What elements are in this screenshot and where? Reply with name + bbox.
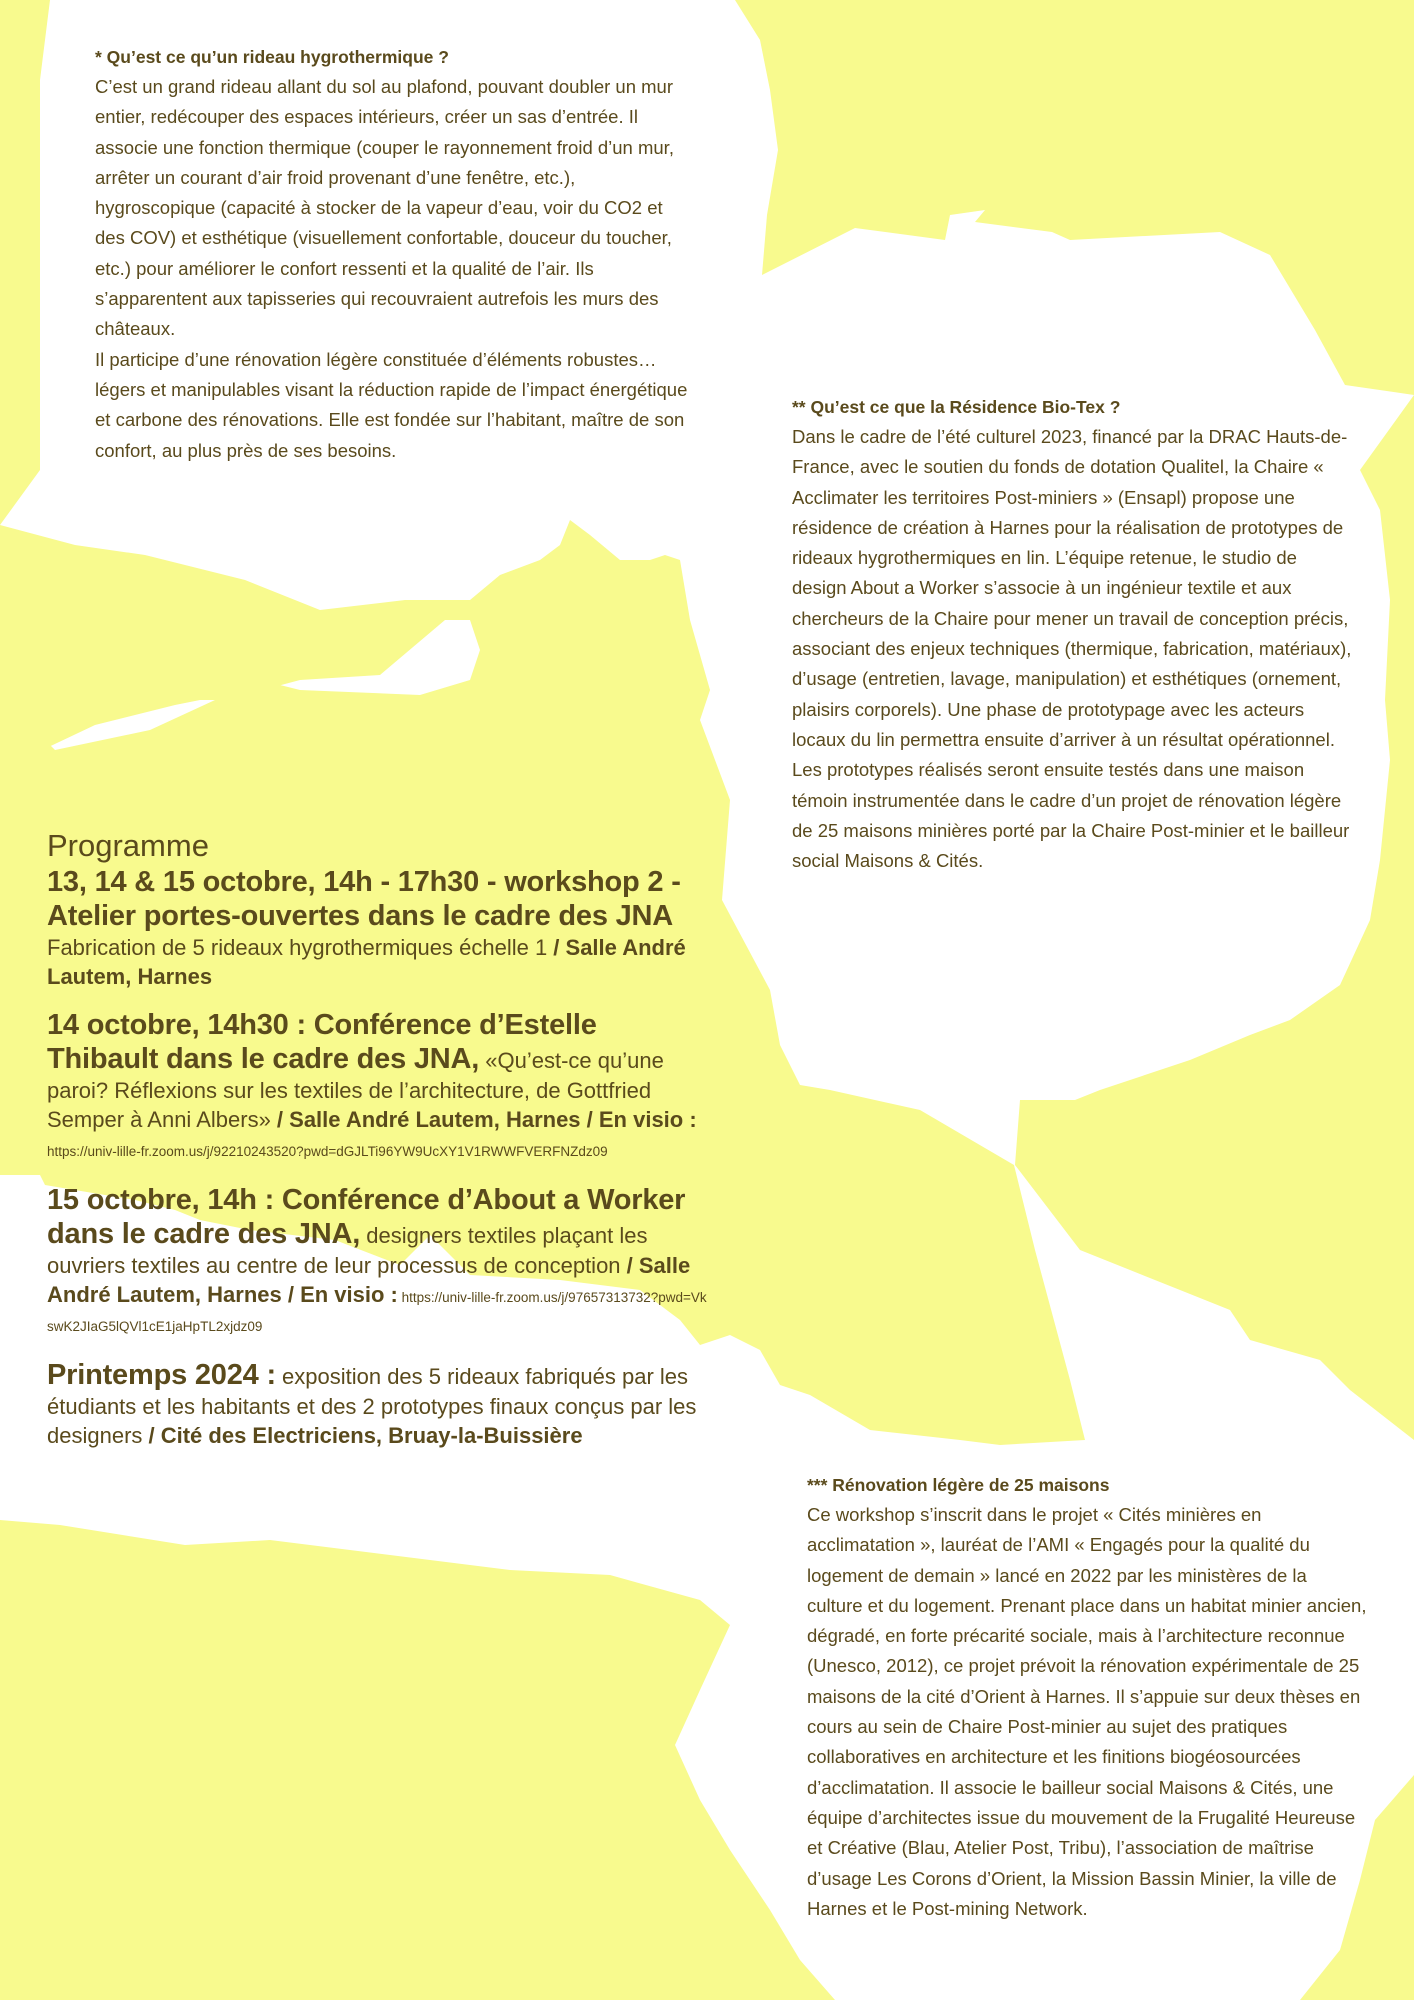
note-renovation-legere [807,1470,1367,1924]
item-description: exposition des 5 rideaux fabriqués par les étudiants et les habitants et des 2 prototypes finaux conçus par les designers [47,1364,697,1448]
item-heading: 14 octobre, 14h30 : Conférence d’Estelle Thibault dans le cadre des JNA, [47,1009,597,1075]
note1-paragraph-1: C’est un grand rideau allant du sol au plafond, pouvant doubler un mur entier, redécouper des espaces intérieurs, créer un sas d’entrée. Il associe une fonction thermique (couper le rayonnement froid d’un mur, arrêter un courant d’air froid provenant d’une fenêtre, etc.), hygroscopique (capacité à stocker de la vapeur d’eau, voir du CO2 et des COV) et esthétique (visuellement confortable, douceur du toucher, etc.) pour améliorer le confort ressenti et la qualité de l’air. Ils s’apparentent aux tapisseries qui recouvraient autrefois les murs des châteaux. [95,76,674,340]
programme-item-workshop [47,865,707,991]
item-description: designers textiles plaçant les ouvriers textiles au centre de leur processus de conception [47,1223,648,1278]
note3-body: Ce workshop s’inscrit dans le projet « Cités minières en acclimatation », lauréat de l’AMI « Engagés pour la qualité du logement de demain » lancé en 2022 par les ministères de la culture et du logement. Prenant place dans un habitat minier ancien, dégradé, en forte précarité sociale, mais à l’architecture reconnue (Unesco, 2012), ce projet prévoit la rénovation expérimentale de 25 maisons de la cité d’Orient à Harnes. Il s’appuie sur deux thèses en cours au sein de Chaire Post-minier au sujet des pratiques collaboratives en architecture et les finitions biogéosourcées d’acclimatation. Il associe le bailleur social Maisons & Cités, une équipe d’architectes issue du mouvement de la Frugalité Heureuse et Créative (Blau, Atelier Post, Tribu), l’association de maîtrise d’usage Les Corons d’Orient, la Mission Bassin Minier, la ville de Harnes et le Post-mining Network. [807,1504,1367,1919]
yellow-shape-top-left [0,0,50,525]
item-location: / Salle André Lautem, Harnes [47,935,686,989]
yellow-shape-bottom-left [0,1520,835,2000]
item-location: / Salle André Lautem, Harnes / En visio : [47,1253,691,1307]
item-location: / Cité des Electriciens, Bruay-la-Buissière [142,1423,583,1448]
programme-section [47,828,707,1467]
programme-item-exposition [47,1358,707,1450]
note1-body [95,72,695,466]
item-description: Fabrication de 5 rideaux hygrothermiques échelle 1 [47,935,548,960]
item-heading: 13, 14 & 15 octobre, 14h - 17h30 - workshop 2 - Atelier portes-ouvertes dans le cadre des JNA [47,866,681,932]
note-residence-bio-tex [792,392,1352,876]
item-heading: Printemps 2024 : [47,1359,276,1391]
programme-item-conference-thibault [47,1008,707,1166]
programme-heading: Programme [47,828,209,863]
note1-paragraph-2: Il participe d’une rénovation légère constituée d’éléments robustes… légers et manipulables visant la réduction rapide de l’impact énergétique et carbone des rénovations. Elle est fondée sur l’habitant, maître de son confort, au plus près de ses besoins. [95,348,688,461]
note1-title: * Qu’est ce qu’un rideau hygrothermique ? [95,47,449,67]
note2-body: Dans le cadre de l’été culturel 2023, financé par la DRAC Hauts-de-France, avec le soutien du fonds de dotation Qualitel, la Chaire « Acclimater les territoires Post-miniers » (Ensapl) propose une résidence de création à Harnes pour la réalisation de prototypes de rideaux hygrothermiques en lin. L’équipe retenue, le studio de design About a Worker s’associe à un ingénieur textile et aux chercheurs de la Chaire pour mener un travail de conception précis, associant des enjeux techniques (thermique, fabrication, matériaux), d’usage (entretien, lavage, manipulation) et esthétiques (ornement, plaisirs corporels). Une phase de prototypage avec les acteurs locaux du lin permettra ensuite d’arriver à un résultat opérationnel. Les prototypes réalisés seront ensuite testés dans une maison témoin instrumentée dans le cadre d’un projet de rénovation légère de 25 maisons minières porté par la Chaire Post-minier et le bailleur social Maisons & Cités. [792,426,1352,872]
programme-item-conference-about-a-worker [47,1183,707,1341]
zoom-link[interactable]: https://univ-lille-fr.zoom.us/j/97657313732?pwd=VkswK2JIaG5lQVl1cE1jaHpTL2xjdz09 [47,1290,707,1334]
note3-title: *** Rénovation légère de 25 maisons [807,1475,1110,1495]
item-heading: 15 octobre, 14h : Conférence d’About a Worker dans le cadre des JNA, [47,1184,686,1250]
item-location: / Salle André Lautem, Harnes / En visio : [270,1107,697,1132]
yellow-shape-top-right [735,0,1414,395]
note-rideau-hygrothermique [95,42,695,466]
item-description: «Qu’est-ce qu’une paroi? Réflexions sur les textiles de l’architecture, de Gottfried Semper à Anni Albers» [47,1048,664,1132]
zoom-link[interactable]: https://univ-lille-fr.zoom.us/j/92210243520?pwd=dGJLTi96YW9UcXY1V1RWWFVERFNZdz09 [47,1144,608,1159]
note2-title: ** Qu’est ce que la Résidence Bio-Tex ? [792,397,1121,417]
